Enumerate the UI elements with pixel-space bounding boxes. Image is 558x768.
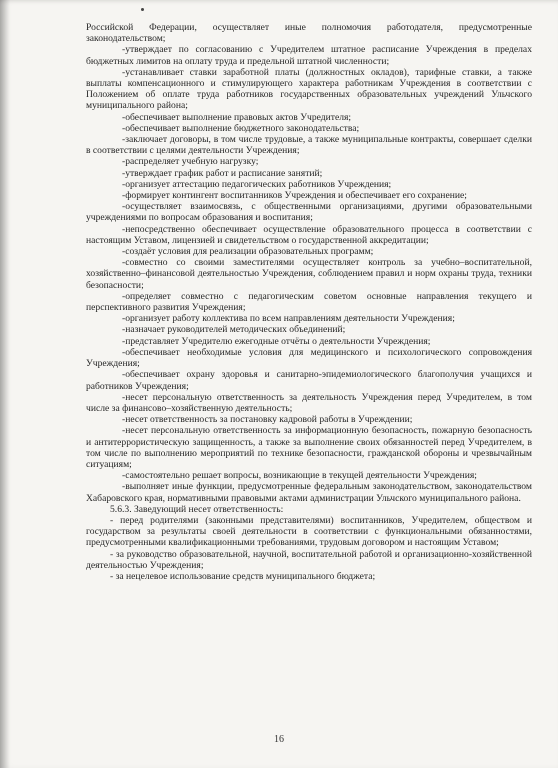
paragraph: -определяет совместно с педагогическим советом основные направления текущего и перспективного развития Учреждения;	[86, 290, 532, 314]
paragraph: -обеспечивает выполнение бюджетного законодательства;	[122, 122, 360, 134]
paragraph: -распределяет учебную нагрузку;	[122, 156, 259, 168]
paragraph: -представляет Учредителю ежегодные отчёты о деятельности Учреждения;	[122, 335, 431, 347]
paragraph: Российской Федерации, осуществляет иные полномочия работодателя, предусмотренные законодательством;	[86, 22, 532, 45]
paragraph: -выполняет иные функции, предусмотренные федеральным законодательством, законодательством Хабаровского края, нормативными правовыми актами администрации Ульчского муниципального района.	[86, 481, 532, 504]
scan-dot-mark	[141, 8, 144, 11]
paragraph: -утверждает график работ и расписание занятий;	[122, 167, 323, 179]
paragraph: -самостоятельно решает вопросы, возникающие в текущей деятельности Учреждения;	[122, 470, 477, 482]
paragraph: -формирует контингент воспитанников Учреждения и обеспечивает его сохранение;	[122, 190, 467, 202]
paragraph: -несет ответственность за постановку кадровой работы в Учреждении;	[122, 414, 413, 426]
paragraph: -назначает руководителей методических объединений;	[122, 324, 346, 336]
paragraph: -осуществляет взаимосвязь, с общественными организациями, другими образовательными учреждениями по вопросам образования и воспитания;	[86, 201, 532, 224]
document-body	[86, 22, 532, 582]
paragraph: -несет персональную ответственность за информационную безопасность, пожарную безопасность и антитеррористическую защищенность, а также за выполнение своих обязанностей перед Учредителем, в том числе по выполнению мероприятий по технике безопасности, гражданской обороны и чрезвычайным ситуациям;	[86, 425, 532, 470]
paragraph: -организует аттестацию педагогических работников Учреждения;	[122, 178, 392, 190]
paragraph: -утверждает по согласованию с Учредителем штатное расписание Учреждения в пределах бюджетных лимитов на оплату труда и предельной штатной численности;	[86, 44, 532, 67]
paragraph: -устанавливает ставки заработной платы (должностных окладов), тарифные ставки, а также выплаты компенсационного и стимулирующего характера работникам Учреждения в соответствии с Положением об оплате труда работников государственных образовательных учреждений Ульчского муниципального района;	[86, 66, 532, 112]
paragraph: -создаёт условия для реализации образовательных программ;	[122, 246, 374, 258]
page-number: 16	[274, 734, 284, 745]
paragraph: -обеспечивает охрану здоровья и санитарно-эпидемиологического благополучия учащихся и работников Учреждения;	[86, 369, 532, 392]
paragraph: -заключает договоры, в том числе трудовые, а также муниципальные контракты, совершает сделки в соответствии с целями деятельности Учреждения;	[86, 134, 532, 157]
paragraph: - за руководство образовательной, научной, воспитательной работой и организационно-хозяйственной деятельностью Учреждения;	[86, 548, 532, 571]
paragraph: -обеспечивает необходимые условия для медицинского и психологического сопровождения Учреждения;	[86, 346, 532, 370]
paragraph: - за нецелевое использование средств муниципального бюджета;	[110, 570, 376, 582]
paragraph: -совместно со своими заместителями осуществляет контроль за учебно–воспитательной, хозяйственно–финансовой деятельностью Учреждения, соблюдением правил и норм охраны труда, техники безопасности;	[86, 257, 532, 291]
paragraph: - перед родителями (законными представителями) воспитанников, Учредителем, обществом и государством за результаты своей деятельности в соответствии с функциональными обязанностями, предусмотренными квалификационными требованиями, трудовым договором и настоящим Уставом;	[86, 514, 532, 549]
paragraph: -несет персональную ответственность за деятельность Учреждения перед Учредителем, в том числе за финансово–хозяйственную деятельность;	[86, 391, 532, 414]
scan-edge-shadow	[0, 0, 10, 768]
paragraph: -обеспечивает выполнение правовых актов Учредителя;	[122, 111, 352, 123]
section-heading: 5.6.3. Заведующий несет ответственность:	[110, 503, 284, 515]
paragraph: -непосредственно обеспечивает осуществление образовательного процесса в соответствии с настоящим Уставом, лицензией и свидетельством о государственной аккредитации;	[86, 223, 532, 246]
paragraph: -организует работу коллектива по всем направлениям деятельности Учреждения;	[122, 313, 455, 325]
